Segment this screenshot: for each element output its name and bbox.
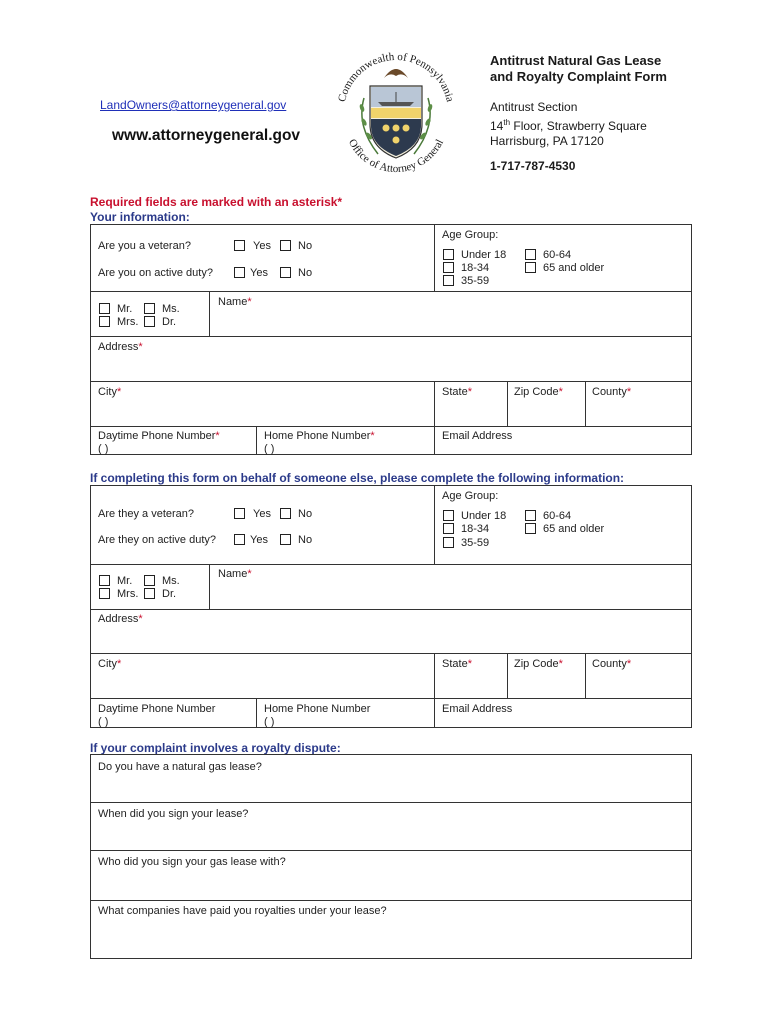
other-age-35-59-checkbox[interactable] <box>443 537 454 548</box>
daytime-phone-field-label[interactable]: Daytime Phone Number* <box>98 430 220 442</box>
other-active-duty-yes-label: Yes <box>250 534 268 546</box>
other-active-duty-no-checkbox[interactable] <box>280 534 291 545</box>
other-email-field-label[interactable]: Email Address <box>442 703 513 715</box>
other-active-duty-no-label: No <box>298 534 313 546</box>
age-35-59-label: 35-59 <box>461 275 490 287</box>
floor-suffix: th <box>503 118 511 127</box>
age-60-64-checkbox[interactable] <box>525 249 536 260</box>
zip-field-label[interactable]: Zip Code* <box>514 386 563 398</box>
other-veteran-question: Are they a veteran? <box>98 508 195 520</box>
other-veteran-yes-label: Yes <box>253 508 271 520</box>
title-dr-checkbox[interactable] <box>144 316 155 327</box>
title-ms-checkbox[interactable] <box>144 303 155 314</box>
other-info-heading: If completing this form on behalf of someone else, please complete the following information: <box>90 471 625 485</box>
other-active-duty-yes-checkbox[interactable] <box>234 534 245 545</box>
other-county-field-label[interactable]: County* <box>592 658 632 670</box>
your-info-table <box>90 224 692 455</box>
email-link[interactable]: LandOwners@attorneygeneral.gov <box>100 98 287 112</box>
county-field-label[interactable]: County* <box>592 386 632 398</box>
active-duty-yes-label: Yes <box>250 267 268 279</box>
other-age-65-older-label: 65 and older <box>543 523 605 535</box>
title-mrs-label: Mrs. <box>117 316 139 328</box>
other-title-ms-checkbox[interactable] <box>144 575 155 586</box>
attorney-general-seal <box>326 42 466 182</box>
name-field-label[interactable]: Name* <box>218 296 252 308</box>
other-age-18-34-checkbox[interactable] <box>443 523 454 534</box>
section-name: Antitrust Section <box>490 100 578 114</box>
other-title-mrs-checkbox[interactable] <box>99 588 110 599</box>
floor-number: 14 <box>490 119 504 133</box>
other-title-mrs-label: Mrs. <box>117 588 139 600</box>
home-phone-parens: ( ) <box>264 443 275 455</box>
age-18-34-checkbox[interactable] <box>443 262 454 273</box>
other-age-35-59-label: 35-59 <box>461 537 490 549</box>
other-age-under-18-label: Under 18 <box>461 510 507 522</box>
royalty-question-payers[interactable]: What companies have paid you royalties under your lease? <box>98 905 387 917</box>
other-title-dr-checkbox[interactable] <box>144 588 155 599</box>
veteran-yes-label: Yes <box>253 240 271 252</box>
state-field-label[interactable]: State* <box>442 386 472 398</box>
required-note: Required fields are marked with an asterisk* <box>90 195 343 209</box>
title-mrs-checkbox[interactable] <box>99 316 110 327</box>
age-under-18-checkbox[interactable] <box>443 249 454 260</box>
other-home-phone-parens: ( ) <box>264 716 275 728</box>
age-65-older-label: 65 and older <box>543 262 605 274</box>
other-veteran-no-checkbox[interactable] <box>280 508 291 519</box>
city-field-label[interactable]: City* <box>98 386 122 398</box>
other-zip-field-label[interactable]: Zip Code* <box>514 658 563 670</box>
other-veteran-no-label: No <box>298 508 313 520</box>
other-info-table <box>90 485 692 728</box>
active-duty-yes-checkbox[interactable] <box>234 267 245 278</box>
other-state-field-label[interactable]: State* <box>442 658 472 670</box>
royalty-heading: If your complaint involves a royalty dispute: <box>90 741 341 755</box>
other-title-mr-checkbox[interactable] <box>99 575 110 586</box>
other-active-duty-question: Are they on active duty? <box>98 534 217 546</box>
other-daytime-phone-field-label[interactable]: Daytime Phone Number <box>98 703 216 715</box>
seal-top-text: Commonwealth of Pennsylvania <box>336 50 456 104</box>
veteran-yes-checkbox[interactable] <box>234 240 245 251</box>
email-field-label[interactable]: Email Address <box>442 430 513 442</box>
active-duty-question: Are you on active duty? <box>98 267 213 279</box>
age-under-18-label: Under 18 <box>461 249 507 261</box>
royalty-question-lessee[interactable]: Who did you sign your gas lease with? <box>98 856 286 868</box>
age-group-label: Age Group: <box>442 229 499 241</box>
veteran-question: Are you a veteran? <box>98 240 191 252</box>
other-veteran-yes-checkbox[interactable] <box>234 508 245 519</box>
royalty-question-lease[interactable]: Do you have a natural gas lease? <box>98 761 262 773</box>
veteran-no-label: No <box>298 240 313 252</box>
title-mr-label: Mr. <box>117 303 133 315</box>
home-phone-field-label[interactable]: Home Phone Number* <box>264 430 375 442</box>
other-age-60-64-checkbox[interactable] <box>525 510 536 521</box>
form-title-line-2: and Royalty Complaint Form <box>490 69 667 84</box>
title-dr-label: Dr. <box>162 316 177 328</box>
office-address <box>490 100 647 149</box>
other-age-group-label: Age Group: <box>442 490 499 502</box>
active-duty-no-checkbox[interactable] <box>280 267 291 278</box>
other-address-field-label[interactable]: Address* <box>98 613 143 625</box>
city-line: Harrisburg, PA 17120 <box>490 134 604 148</box>
other-daytime-phone-parens: ( ) <box>98 716 109 728</box>
address-field-label[interactable]: Address* <box>98 341 143 353</box>
form-title-line-1: Antitrust Natural Gas Lease <box>490 53 662 68</box>
other-home-phone-field-label[interactable]: Home Phone Number <box>264 703 371 715</box>
title-ms-label: Ms. <box>162 303 180 315</box>
title-mr-checkbox[interactable] <box>99 303 110 314</box>
other-age-65-older-checkbox[interactable] <box>525 523 536 534</box>
royalty-question-sign-date[interactable]: When did you sign your lease? <box>98 808 249 820</box>
age-60-64-label: 60-64 <box>543 249 572 261</box>
age-18-34-label: 18-34 <box>461 262 490 274</box>
active-duty-no-label: No <box>298 267 313 279</box>
other-title-mr-label: Mr. <box>117 575 133 587</box>
other-name-field-label[interactable]: Name* <box>218 568 252 580</box>
your-info-heading: Your information: <box>90 210 190 224</box>
website-link[interactable]: www.attorneygeneral.gov <box>112 127 301 144</box>
other-age-60-64-label: 60-64 <box>543 510 572 522</box>
office-phone: 1-717-787-4530 <box>490 159 576 173</box>
other-title-dr-label: Dr. <box>162 588 177 600</box>
other-city-field-label[interactable]: City* <box>98 658 122 670</box>
floor-line <box>490 115 647 134</box>
floor-rest: Floor, Strawberry Square <box>510 119 647 133</box>
other-age-under-18-checkbox[interactable] <box>443 510 454 521</box>
seal-bottom-text: Office of Attorney General <box>345 137 447 176</box>
other-age-18-34-label: 18-34 <box>461 523 490 535</box>
other-title-ms-label: Ms. <box>162 575 180 587</box>
veteran-no-checkbox[interactable] <box>280 240 291 251</box>
age-65-older-checkbox[interactable] <box>525 262 536 273</box>
form-title <box>490 53 750 85</box>
daytime-phone-parens: ( ) <box>98 443 109 455</box>
age-35-59-checkbox[interactable] <box>443 275 454 286</box>
